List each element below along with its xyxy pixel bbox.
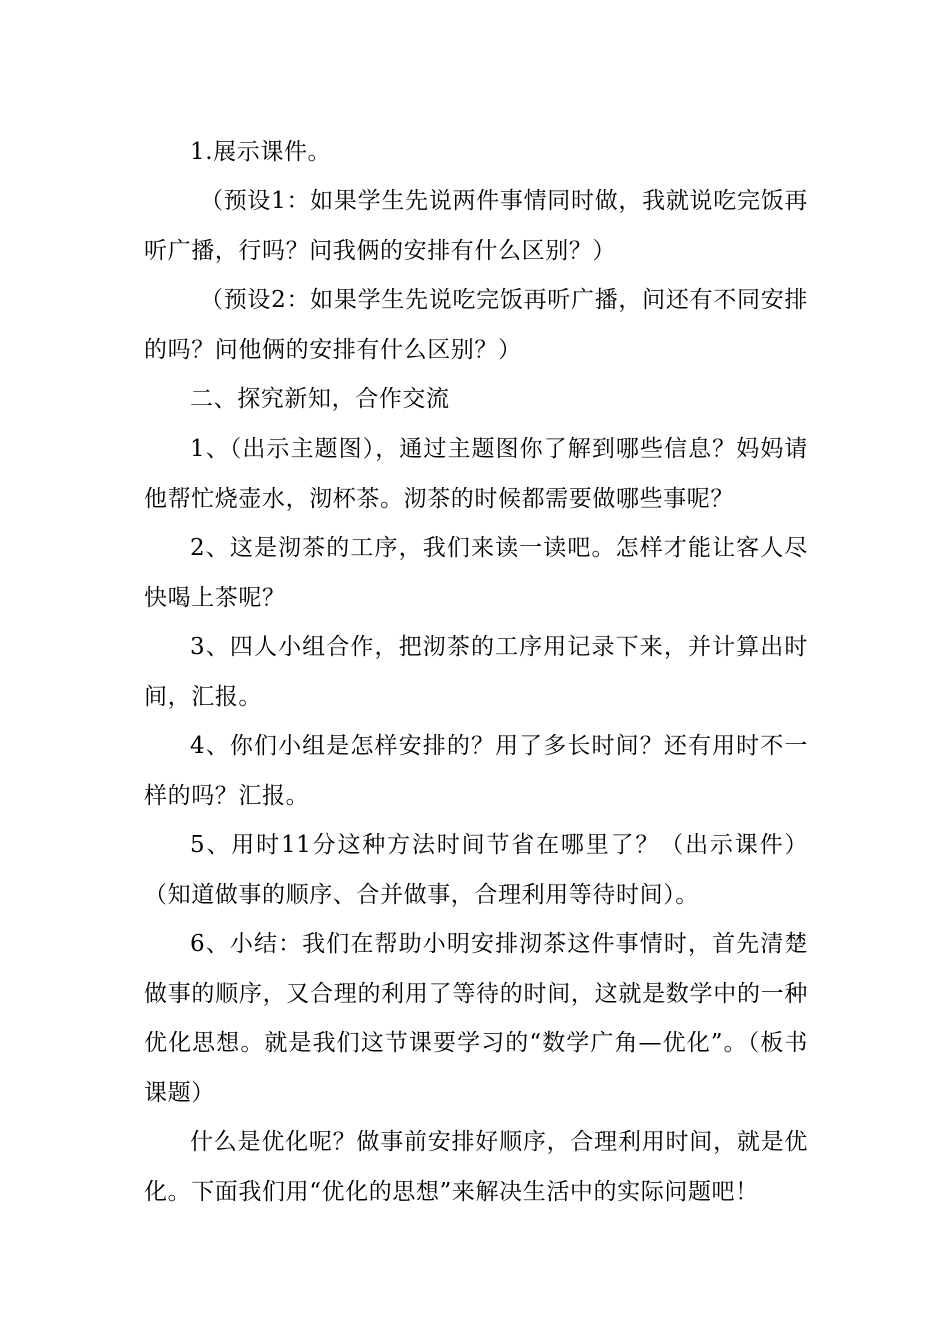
paragraph-preset-1: （预设1：如果学生先说两件事情同时做，我就说吃完饭再听广播，行吗？问我俩的安排有什么区别？）: [144, 188, 808, 264]
paragraph-step-2: 2、这是沏茶的工序，我们来读一读吧。怎样才能让客人尽快喝上茶呢？: [144, 535, 808, 611]
paragraph-step-5: 5、用时11分这种方法时间节省在哪里了？（出示课件）（知道做事的顺序、合并做事，合理利用等待时间）。: [144, 832, 808, 908]
paragraph-step-4: 4、你们小组是怎样安排的？用了多长时间？还有用时不一样的吗？汇报。: [144, 733, 808, 809]
paragraph-preset-2: （预设2：如果学生先说吃完饭再听广播，问还有不同安排的吗？问他俩的安排有什么区别？）: [144, 287, 808, 363]
paragraph-step-1: 1、（出示主题图），通过主题图你了解到哪些信息？妈妈请他帮忙烧壶水，沏杯茶。沏茶的时候都需要做哪些事呢？: [144, 436, 808, 512]
paragraph-show-courseware: 1.展示课件。: [190, 139, 332, 165]
paragraph-step-6-summary: 6、小结：我们在帮助小明安排沏茶这件事情时，首先清楚做事的顺序，又合理的利用了等待的时间，这就是数学中的一种优化思想。就是我们这节课要学习的“数学广角—优化”。（板书课题）: [144, 931, 808, 1106]
paragraph-step-3: 3、四人小组合作，把沏茶的工序用记录下来，并计算出时间，汇报。: [144, 634, 808, 710]
paragraph-optimization-definition: 什么是优化呢？做事前安排好顺序，合理利用时间，就是优化。下面我们用“优化的思想”来解决生活中的实际问题吧！: [144, 1129, 808, 1205]
section-heading-explore: 二、探究新知，合作交流: [190, 386, 450, 412]
